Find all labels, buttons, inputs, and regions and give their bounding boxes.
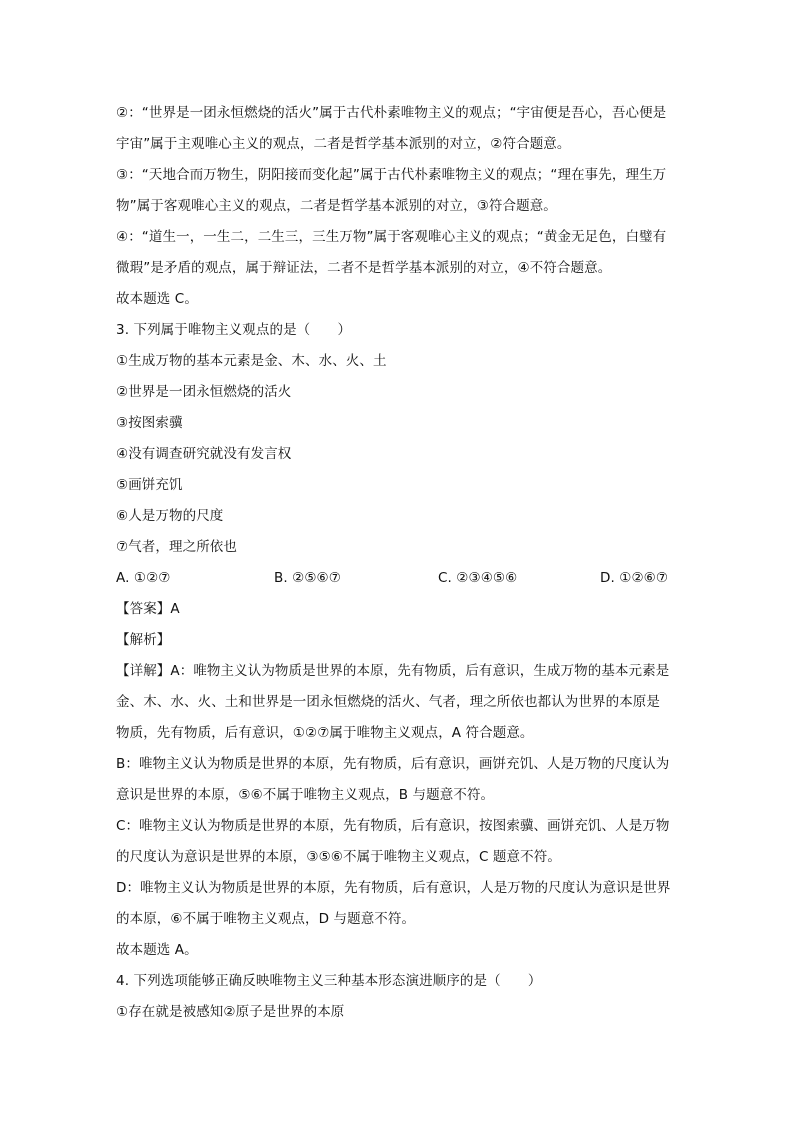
option-b: B. ②⑤⑥⑦ <box>274 570 341 586</box>
detail-a-line-3: 物质，先有物质，后有意识，①②⑦属于唯物主义观点，A 符合题意。 <box>116 725 534 741</box>
question-3-item-2: ②世界是一团永恒燃烧的活火 <box>116 384 292 400</box>
document-page <box>116 98 686 1028</box>
question-3-item-3: ③按图索骥 <box>116 415 183 431</box>
question-3-item-6: ⑥人是万物的尺度 <box>116 508 224 524</box>
detail-c-line-2: 的尺度认为意识是世界的本原，③⑤⑥不属于唯物主义观点，C 题意不符。 <box>116 849 561 865</box>
question-4-item-line: ①存在就是被感知②原子是世界的本原 <box>116 1004 345 1020</box>
analysis-point-3-line-1: ③：“天地合而万物生，阴阳接而变化起”属于古代朴素唯物主义的观点；“理在事先，理生万 <box>116 167 667 183</box>
detail-b-line-2: 意识是世界的本原，⑤⑥不属于唯物主义观点，B 与题意不符。 <box>116 787 495 803</box>
detail-d-line-2: 的本原，⑥不属于唯物主义观点，D 与题意不符。 <box>116 911 416 927</box>
question-3-item-7: ⑦气者，理之所依也 <box>116 539 238 555</box>
option-a: A. ①②⑦ <box>116 570 171 586</box>
question-3-item-5: ⑤画饼充饥 <box>116 477 183 493</box>
detail-b-line-1: B：唯物主义认为物质是世界的本原，先有物质，后有意识，画饼充饥、人是万物的尺度认为 <box>116 756 670 772</box>
analysis-point-2-line-1: ②：“世界是一团永恒燃烧的活火”属于古代朴素唯物主义的观点；“宇宙便是吾心，吾心便是 <box>116 105 667 121</box>
analysis-point-4-line-2: 微瑕”是矛盾的观点，属于辩证法，二者不是哲学基本派别的对立，④不符合题意。 <box>116 260 612 276</box>
question-4-stem: 4. 下列选项能够正确反映唯物主义三种基本形态演进顺序的是（ ） <box>116 973 542 989</box>
detail-c-line-1: C：唯物主义认为物质是世界的本原，先有物质，后有意识，按图索骥、画饼充饥、人是万物 <box>116 818 670 834</box>
detail-a-line-2: 金、木、水、火、土和世界是一团永恒燃烧的活火、气者，理之所依也都认为世界的本原是 <box>116 694 660 710</box>
option-c: C. ②③④⑤⑥ <box>438 570 518 586</box>
question-3-item-1: ①生成万物的基本元素是金、木、水、火、土 <box>116 353 387 369</box>
analysis-point-2-line-2: 宇宙”属于主观唯心主义的观点，二者是哲学基本派别的对立，②符合题意。 <box>116 136 571 152</box>
detail-d-line-1: D：唯物主义认为物质是世界的本原，先有物质，后有意识，人是万物的尺度认为意识是世界 <box>116 880 671 896</box>
analysis-point-3-line-2: 物”属于客观唯心主义的观点，二者是哲学基本派别的对立，③符合题意。 <box>116 198 557 214</box>
question-3-options <box>116 563 686 594</box>
analysis-label: 【解析】 <box>116 632 171 648</box>
question-3-stem: 3. 下列属于唯物主义观点的是（ ） <box>116 322 352 338</box>
question-3-item-4: ④没有调查研究就没有发言权 <box>116 446 292 462</box>
option-d: D. ①②⑥⑦ <box>600 570 669 586</box>
analysis-point-4-line-1: ④：“道生一，一生二，二生三，三生万物”属于客观唯心主义的观点；“黄金无足色，白璧有 <box>116 229 667 245</box>
question-3-conclusion: 故本题选 A。 <box>116 942 198 958</box>
answer-label: 【答案】A <box>116 601 180 617</box>
previous-conclusion: 故本题选 C。 <box>116 291 198 307</box>
detail-a-line-1: 【详解】A：唯物主义认为物质是世界的本原，先有物质，后有意识，生成万物的基本元素是 <box>116 663 670 679</box>
